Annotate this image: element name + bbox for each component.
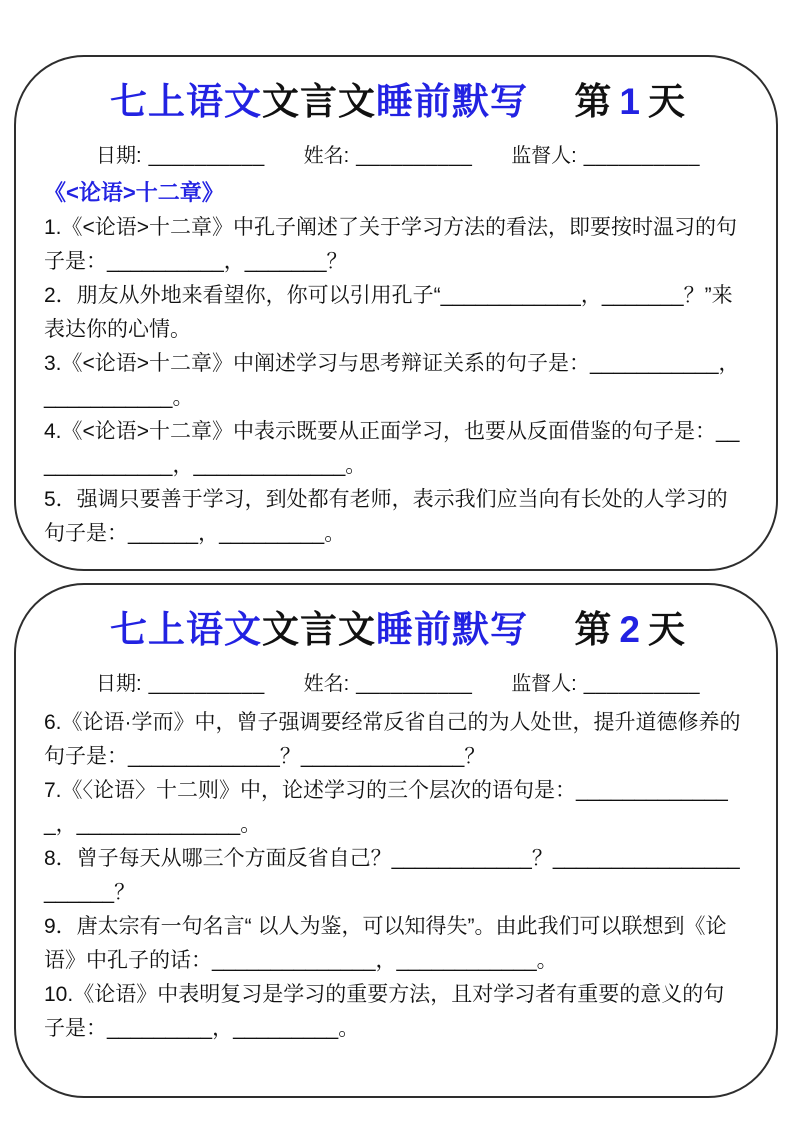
question-list-day1 [44,211,742,551]
question-5: 5．强调只要善于学习，到处都有老师，表示我们应当向有长处的人学习的句子是：______，_________。 [44,488,728,545]
day-label [574,71,686,125]
question-list-day2 [44,706,742,1046]
date-label: 日期: [96,673,142,695]
question-6: 6.《论语·学而》中，曾子强调要经常反省自己的为人处世，提升道德修养的句子是：_____________？______________？ [44,711,741,768]
name-field [304,139,473,168]
question-1: 1.《<论语>十二章》中孔子阐述了关于学习方法的看法，即要按时温习的句子是：__________，_______？ [44,216,738,273]
card-title [110,71,686,125]
supervisor-field [511,139,700,168]
name-label: 姓名: [303,673,350,695]
day-prefix: 第 [574,609,613,650]
supervisor-blank-line: __________ [583,673,700,695]
day-suffix: 天 [648,609,686,650]
section-heading-analects: 《<论语>十二章》 [44,180,224,205]
supervisor-label: 监督人: [511,673,577,695]
day-suffix: 天 [648,81,686,122]
title-course-segment: 七上语文 [110,609,262,650]
worksheet-card-day2 [14,583,778,1098]
name-blank-line: __________ [356,673,473,695]
date-label: 日期: [96,145,142,167]
supervisor-label: 监督人: [511,145,577,167]
day-label [574,599,686,653]
worksheet-card-day1 [14,55,778,571]
date-field [96,139,265,168]
question-8: 8．曾子每天从哪三个方面反省自己？____________？______________________？ [44,847,740,904]
day-number: 1 [619,81,641,122]
title-course-segment: 七上语文 [110,81,262,122]
worksheet-title [110,599,528,653]
date-field [96,667,265,696]
question-7: 7.《〈论语〉十二则》中，论述学习的三个层次的语句是：______________，______________。 [44,779,728,836]
header-fields [96,667,700,696]
day-number: 2 [619,609,641,650]
title-activity-segment: 睡前默写 [376,609,528,650]
question-4: 4.《<论语>十二章》中表示既要从正面学习，也要从反面借鉴的句子是：_____________，_____________。 [44,420,740,477]
name-label: 姓名: [303,145,350,167]
date-blank-line: __________ [148,145,265,167]
question-10: 10.《论语》中表明复习是学习的重要方法，且对学习者有重要的意义的句子是：_________，_________。 [44,983,725,1040]
name-field [304,667,473,696]
date-blank-line: __________ [148,673,265,695]
question-3: 3.《<论语>十二章》中阐述学习与思考辩证关系的句子是：___________，___________。 [44,352,740,409]
card-title [110,599,686,653]
title-activity-segment: 睡前默写 [376,81,528,122]
worksheet-title [110,71,528,125]
header-fields [96,139,700,168]
question-2: 2．朋友从外地来看望你，你可以引用孔子“____________，_______？”来表达你的心情。 [44,284,733,341]
day-prefix: 第 [574,81,613,122]
title-topic-segment: 文言文 [262,81,376,122]
supervisor-blank-line: __________ [583,145,700,167]
name-blank-line: __________ [356,145,473,167]
question-9: 9．唐太宗有一句名言“ 以人为鉴，可以知得失”。由此我们可以联想到《论语》中孔子的话：______________，____________。 [44,915,727,972]
title-topic-segment: 文言文 [262,609,376,650]
supervisor-field [511,667,700,696]
